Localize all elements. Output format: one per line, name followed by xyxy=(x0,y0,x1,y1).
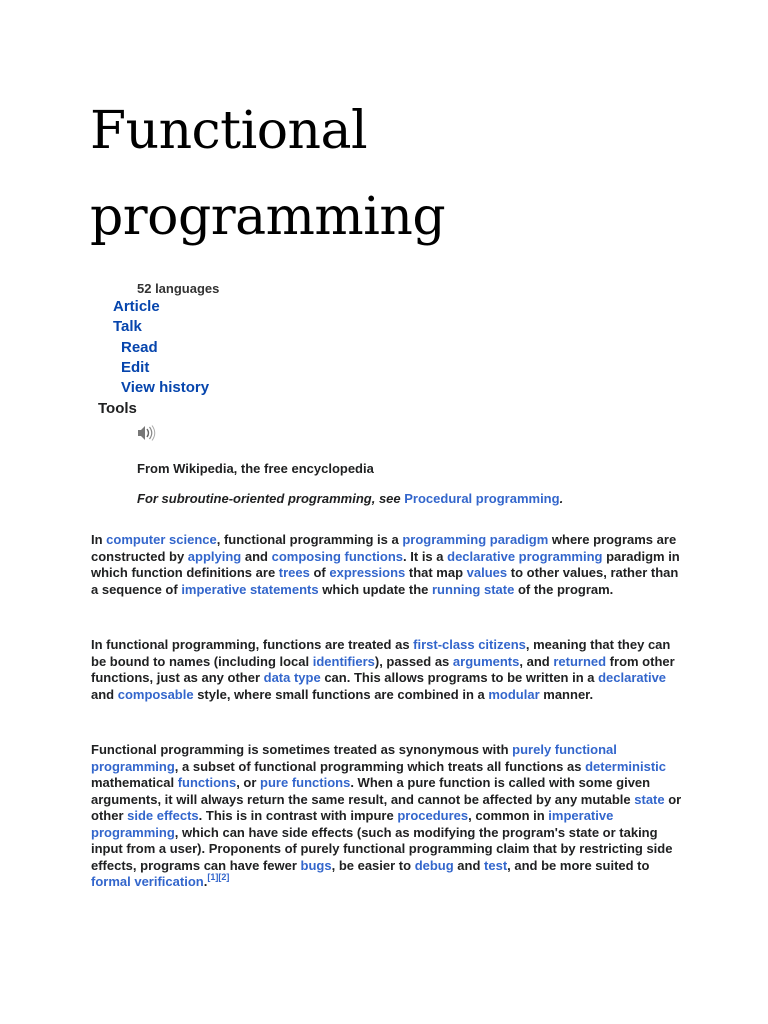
paragraph-text: In xyxy=(91,532,107,547)
paragraph-text: can. This allows programs to be written in a xyxy=(320,670,599,685)
paragraph-text: . When a pure function is called with some given arguments, it will always return the same result, and cannot be affected by any mutable xyxy=(91,775,651,807)
article-link[interactable]: returned xyxy=(553,653,607,669)
intro-paragraph-3 xyxy=(91,742,683,891)
hatnote-prefix: For subroutine-oriented programming, see xyxy=(137,491,405,506)
page-title-line-1: Functional xyxy=(90,101,368,161)
tab-read[interactable]: Read xyxy=(121,339,158,356)
speaker-icon[interactable] xyxy=(136,424,158,442)
language-selector-button[interactable]: 52 languages xyxy=(137,281,220,296)
article-link[interactable]: debug xyxy=(414,857,454,873)
hatnote xyxy=(137,491,563,506)
paragraph-text: , or xyxy=(236,775,261,790)
article-link[interactable]: applying xyxy=(187,548,242,564)
paragraph-text: ), passed as xyxy=(374,653,453,669)
article-link[interactable]: bugs xyxy=(300,857,332,873)
paragraph-text: and xyxy=(453,857,485,873)
paragraph-text: . This is in contrast with impure xyxy=(198,808,398,823)
article-link[interactable]: trees xyxy=(278,565,310,580)
article-link[interactable]: test xyxy=(484,857,508,873)
article-link[interactable]: functions xyxy=(177,775,237,790)
article-link[interactable]: imperative programming xyxy=(91,808,614,840)
article-link[interactable]: running state xyxy=(432,581,515,597)
article-link[interactable]: declarative xyxy=(598,670,667,685)
paragraph-text: paradigm in which function definitions are xyxy=(91,548,680,580)
article-link[interactable]: formal verification xyxy=(91,874,204,889)
page-title-line-2: programming xyxy=(90,187,446,247)
paragraph-text: from other functions, just as any other xyxy=(91,653,675,685)
paragraph-text: and xyxy=(241,548,272,564)
article-link[interactable]: computer science xyxy=(106,532,217,547)
article-link[interactable]: first-class citizens xyxy=(413,637,526,652)
reference-link[interactable]: [1][2] xyxy=(207,872,230,882)
paragraph-text: manner. xyxy=(539,686,594,702)
article-link[interactable]: pure functions xyxy=(260,775,351,790)
paragraph-text: , functional programming is a xyxy=(216,532,403,547)
paragraph-text: , meaning that they can be bound to names (including local xyxy=(91,637,671,669)
paragraph-text: , and xyxy=(519,653,554,669)
paragraph-text: , and be more suited to xyxy=(507,857,650,873)
paragraph-text: , be easier to xyxy=(331,857,415,873)
intro-paragraph-1 xyxy=(91,532,683,598)
paragraph-text: , which can have side effects (such as modifying the program's state or taking input from a user). Proponents of purely functional programming claim that by restricting side effects, programs can have fewer xyxy=(91,824,673,873)
article-link[interactable]: composable xyxy=(117,686,194,702)
paragraph-text: which update the xyxy=(318,581,432,597)
tab-talk[interactable]: Talk xyxy=(113,318,142,335)
site-tagline: From Wikipedia, the free encyclopedia xyxy=(137,461,374,476)
tab-article[interactable]: Article xyxy=(113,298,160,315)
article-link[interactable]: purely functional programming xyxy=(91,742,617,774)
paragraph-text: and xyxy=(91,686,118,702)
page-title xyxy=(90,88,445,260)
article-link[interactable]: programming paradigm xyxy=(402,532,549,547)
article-link[interactable]: modular xyxy=(488,686,540,702)
paragraph-text: In functional programming, functions are treated as xyxy=(91,637,414,652)
paragraph-text: mathematical xyxy=(91,775,178,790)
paragraph-text: Functional programming is sometimes treated as synonymous with xyxy=(91,742,513,757)
article-link[interactable]: side effects xyxy=(127,808,199,823)
article-link[interactable]: deterministic xyxy=(585,758,666,774)
article-link[interactable]: composing functions xyxy=(271,548,404,564)
article-link[interactable]: expressions xyxy=(329,565,406,580)
paragraph-text: , a subset of functional programming which treats all functions as xyxy=(174,758,586,774)
article-link[interactable]: state xyxy=(634,791,665,807)
article-link[interactable]: identifiers xyxy=(312,653,375,669)
article-link[interactable]: arguments xyxy=(452,653,520,669)
paragraph-text: . xyxy=(203,874,208,889)
tab-view-history[interactable]: View history xyxy=(121,379,210,396)
paragraph-text: style, where small functions are combined in a xyxy=(193,686,489,702)
paragraph-text: or other xyxy=(91,791,682,823)
paragraph-text: where programs are constructed by xyxy=(91,532,677,564)
hatnote-suffix: . xyxy=(559,491,564,506)
article-link[interactable]: procedures xyxy=(397,808,469,823)
paragraph-text: . It is a xyxy=(403,548,448,564)
paragraph-text: of the program. xyxy=(514,581,614,597)
intro-paragraph-2 xyxy=(91,637,683,703)
tab-edit[interactable]: Edit xyxy=(121,359,150,376)
paragraph-text: of xyxy=(309,565,330,580)
article-link[interactable]: values xyxy=(466,565,508,580)
article-link[interactable]: data type xyxy=(263,670,321,685)
paragraph-text: to other values, rather than a sequence of xyxy=(91,565,679,597)
tools-menu[interactable]: Tools xyxy=(98,400,137,417)
article-link[interactable]: declarative programming xyxy=(447,548,603,564)
paragraph-text: , common in xyxy=(468,808,549,823)
hatnote-link[interactable]: Procedural programming xyxy=(404,491,560,506)
reference-superscript xyxy=(207,872,229,882)
paragraph-text: that map xyxy=(405,565,467,580)
article-link[interactable]: imperative statements xyxy=(181,581,319,597)
